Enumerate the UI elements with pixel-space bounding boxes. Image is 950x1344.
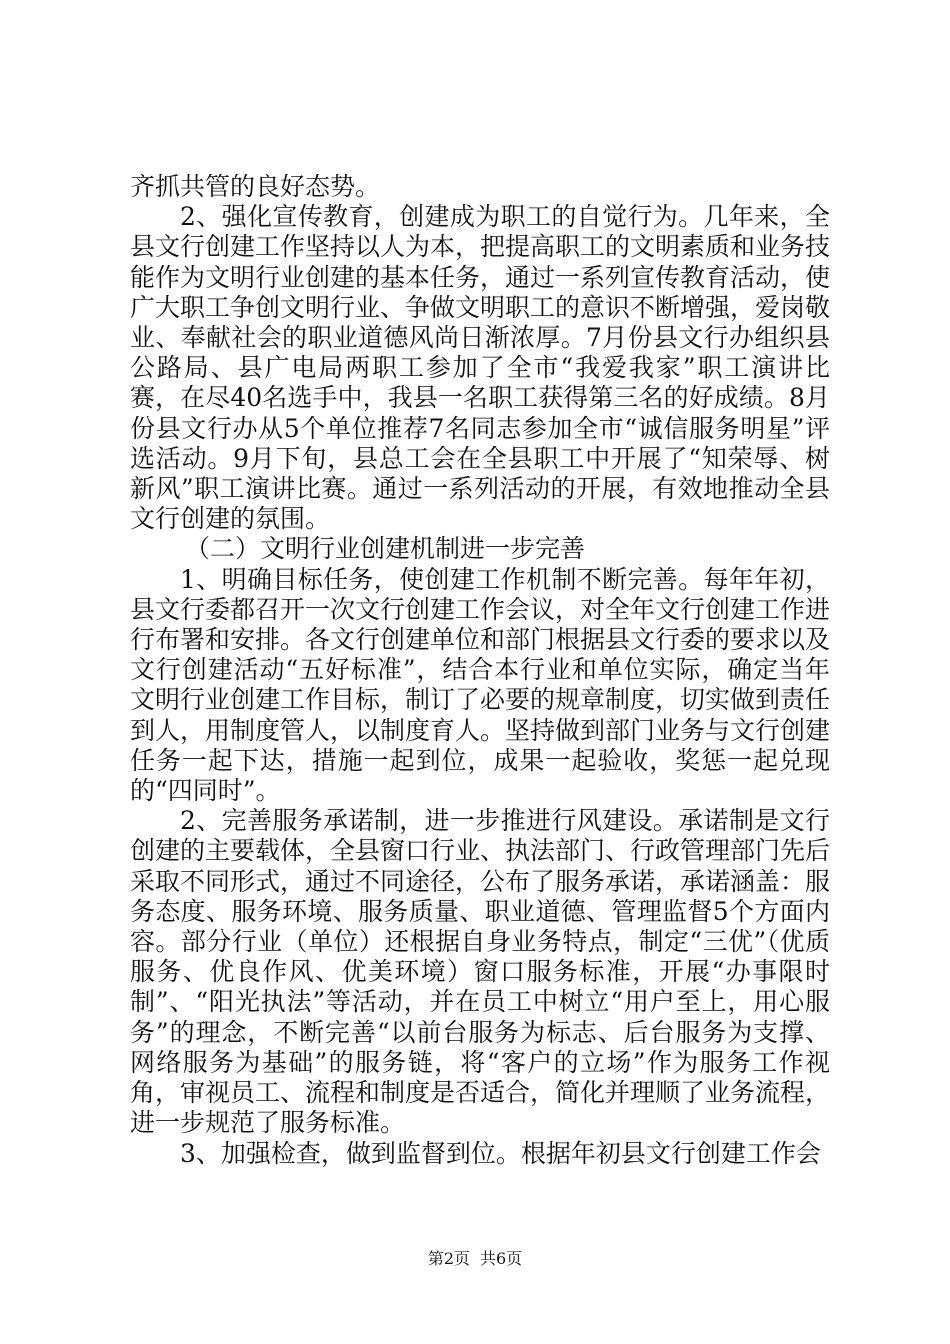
page-number: 第2页 (427, 1249, 470, 1268)
paragraph-target-tasks: 1、明确目标任务，使创建工作机制不断完善。每年年初，县文行委都召开一次文行创建工作会议，对全年文行创建工作进行布署和安排。各文行创建单位和部门根据县文行委的要求以及文行创建活动“五好标准”，结合本行业和单位实际，确定当年文明行业创建工作目标，制订了必要的规章制度，切实做到责任到人，用制度管人，以制度育人。坚持做到部门业务与文行创建任务一起下达，措施一起到位，成果一起验收，奖惩一起兑现的“四同时”。 (130, 564, 831, 806)
paragraph-service-commitment: 2、完善服务承诺制，进一步推进行风建设。承诺制是文行创建的主要载体，全县窗口行业、执法部门、行政管理部门先后采取不同形式，通过不同途径，公布了服务承诺，承诺涵盖：服务态度、服务环境、服务质量、职业道德、管理监督5个方面内容。部分行业（单位）还根据自身业务特点，制定“三优”（优质服务、优良作风、优美环境）窗口服务标准，开展“办事限时制”、“阳光执法”等活动，并在员工中树立“用户至上，用心服务”的理念，不断完善“以前台服务为标志、后台服务为支撑、网络服务为基础”的服务链，将“客户的立场”作为服务工作视角，审视员工、流程和制度是否适合，简化并理顺了业务流程，进一步规范了服务标准。 (130, 806, 831, 1138)
page-total: 共6页 (480, 1249, 523, 1268)
page-footer (0, 1246, 950, 1269)
paragraph-continuation: 齐抓共管的良好态势。 (130, 172, 381, 201)
paragraph-publicity-education: 2、强化宣传教育，创建成为职工的自觉行为。几年来，全县文行创建工作坚持以人为本，把提高职工的文明素质和业务技能作为文明行业创建的基本任务，通过一系列宣传教育活动，使广大职工争创文明行业、争做文明职工的意识不断增强，爱岗敬业、奉献社会的职业道德风尚日渐浓厚。7月份县文行办组织县公路局、县广电局两职工参加了全市“我爱我家”职工演讲比赛，在尽40名选手中，我县一名职工获得第三名的好成绩。8月份县文行办从5个单位推荐7名同志参加全市“诚信服务明星”评选活动。9月下旬，县总工会在全县职工中开展了“知荣辱、树新风”职工演讲比赛。通过一系列活动的开展，有效地推动全县文行创建的氛围。 (130, 202, 831, 534)
paragraph-inspection: 3、加强检查，做到监督到位。根据年初县文行创建工作会 (180, 1138, 821, 1168)
section-heading: （二）文明行业创建机制进一步完善 (185, 534, 586, 564)
document-body (130, 172, 830, 1169)
